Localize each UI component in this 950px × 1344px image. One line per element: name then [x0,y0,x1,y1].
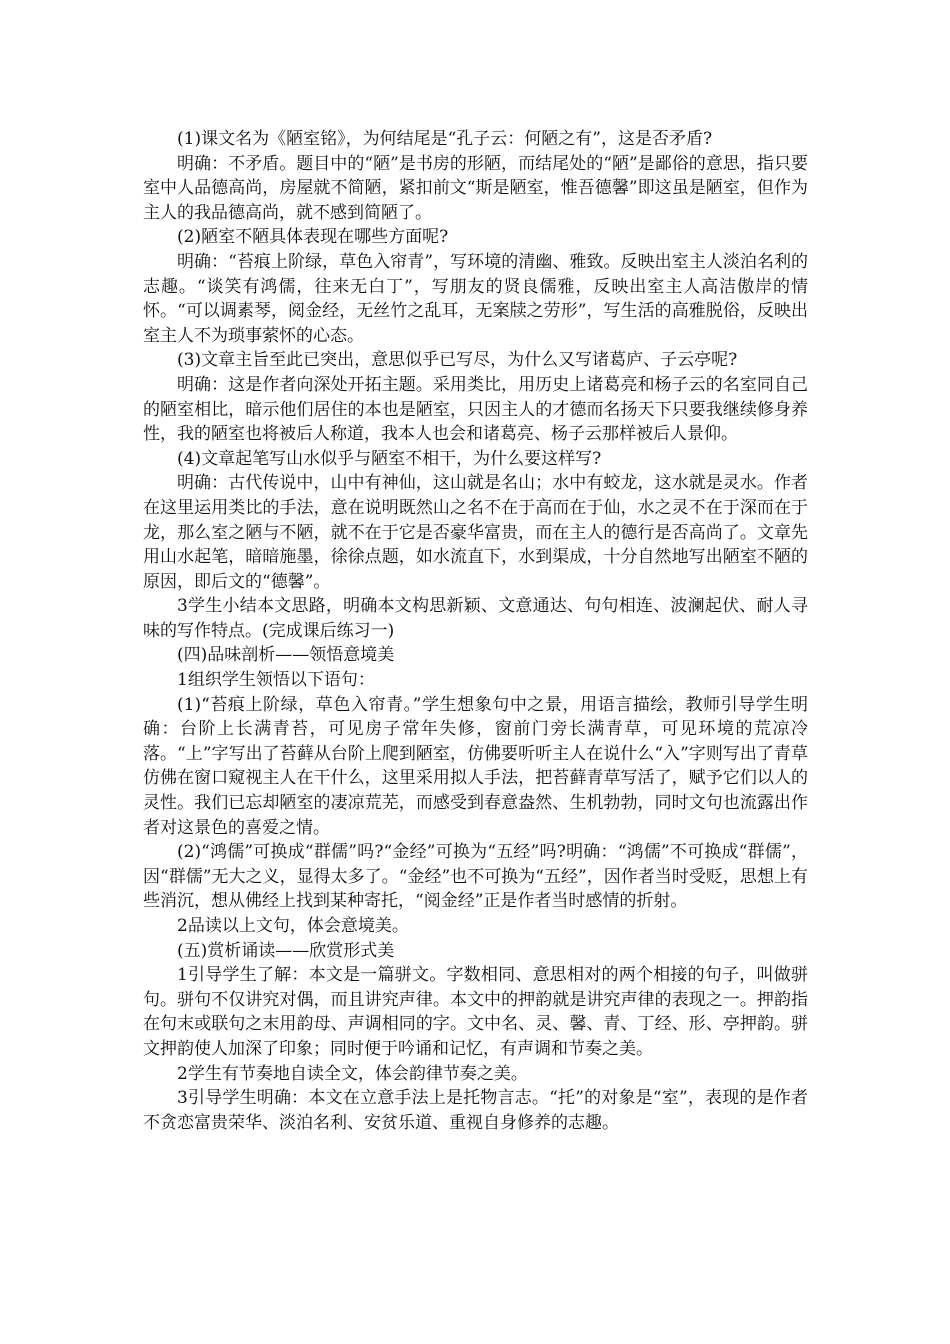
paragraph: 2学生有节奏地自读全文，体会韵律节奏之美。 [177,1063,528,1084]
paragraph: 2品读以上文句，体会意境美。 [177,916,409,936]
paragraph: (1)“苔痕上阶绿，草色入帘青。”学生想象句中之景，用语言描绘，教师引导学生明确：台阶上长满青苔，可见房子常年失修，窗前门旁长满青草，可见环境的荒凉冷落。“上”字写出了苔藓从台阶上爬到陋室，仿佛要听听主人在说什么“入”字则写出了青草仿佛在窗口窥视主人在干什么，这里采用拟人手法，把苔藓青草写活了，赋予它们以人的灵性。我们已忘却陋室的凄凉荒芜，而感受到春意盎然、生机勃勃，同时文句也流露出作者对这景色的喜爱之情。 [143,694,808,838]
paragraph: 明确：“苔痕上阶绿，草色入帘青”，写环境的清幽、雅致。反映出室主人淡泊名利的志趣。“谈笑有鸿儒，往来无白丁”，写朋友的贤良儒雅，反映出室主人高洁傲岸的情怀。“可以调素琴，阅金经，无丝竹之乱耳，无案牍之劳形”，写生活的高雅脱俗，反映出室主人不为琐事萦怀的心态。 [143,251,808,346]
paragraph: 明确：不矛盾。题目中的“陋”是书房的形陋，而结尾处的“陋”是鄙俗的意思，指只要室中人品德高尚，房屋就不简陋，紧扣前文“斯是陋室，惟吾德馨”即这虽是陋室，但作为主人的我品德高尚，就不感到简陋了。 [143,153,808,223]
paragraph: 3学生小结本文思路，明确本文构思新颖、文意通达、句句相连、波澜起伏、耐人寻味的写作特点。(完成课后练习一) [143,596,808,641]
paragraph: 明确：古代传说中，山中有神仙，这山就是名山；水中有蛟龙，这水就是灵水。作者在这里运用类比的手法，意在说明既然山之名不在于高而在于仙，水之灵不在于深而在于龙，那么室之陋与不陋，就不在于它是否豪华富贵，而在主人的德行是否高尚了。文章先用山水起笔，暗暗施墨，徐徐点题，如水流直下，水到渠成，十分自然地写出陋室不陋的原因，即后文的“德馨”。 [143,473,808,592]
paragraph: (2)陋室不陋具体表现在哪些方面呢? [177,227,449,248]
paragraph: 1组织学生领悟以下语句： [177,670,375,691]
paragraph: 3引导学生明确：本文在立意手法上是托物言志。“托”的对象是“室”，表现的是作者不贪恋富贵荣华、淡泊名利、安贫乐道、重视自身修养的志趣。 [143,1088,808,1133]
section-heading: (五)赏析诵读——欣赏形式美 [177,940,395,961]
document-body [143,127,808,1135]
section-heading: (四)品味剖析——领悟意境美 [177,645,395,666]
paragraph: 明确：这是作者向深处开拓主题。采用类比，用历史上诸葛亮和杨子云的名室同自己的陋室相比，暗示他们居住的本也是陋室，只因主人的才德而名扬天下只要我继续修身养性，我的陋室也将被后人称道，我本人也会和诸葛亮、杨子云那样被后人景仰。 [143,374,808,445]
paragraph: 1引导学生了解：本文是一篇骈文。字数相同、意思相对的两个相接的句子，叫做骈句。骈句不仅讲究对偶，而且讲究声律。本文中的押韵就是讲究声律的表现之一。押韵指在句末或联句之末用韵母、声调相同的字。文中名、灵、馨、青、丁经、形、亭押韵。骈文押韵使人加深了印象；同时便于吟诵和记忆，有声调和节奏之美。 [143,965,808,1059]
paragraph: (3)文章主旨至此已突出，意思似乎已写尽，为什么又写诸葛庐、子云亭呢? [177,350,738,371]
paragraph: (4)文章起笔写山水似乎与陋室不相干，为什么要这样写? [177,448,602,469]
paragraph: (1)课文名为《陋室铭》，为何结尾是“孔子云：何陋之有”，这是否矛盾? [177,129,713,149]
paragraph: (2)“鸿儒”可换成“群儒”吗?“金经”可换为“五经”吗?明确：“鸿儒”不可换成“群儒”，因“群儒”无大之义，显得太多了。“金经”也不可换为“五经”，因作者当时受贬，思想上有些消沉，想从佛经上找到某种寄托，“阅金经”正是作者当时感情的折射。 [143,842,808,912]
